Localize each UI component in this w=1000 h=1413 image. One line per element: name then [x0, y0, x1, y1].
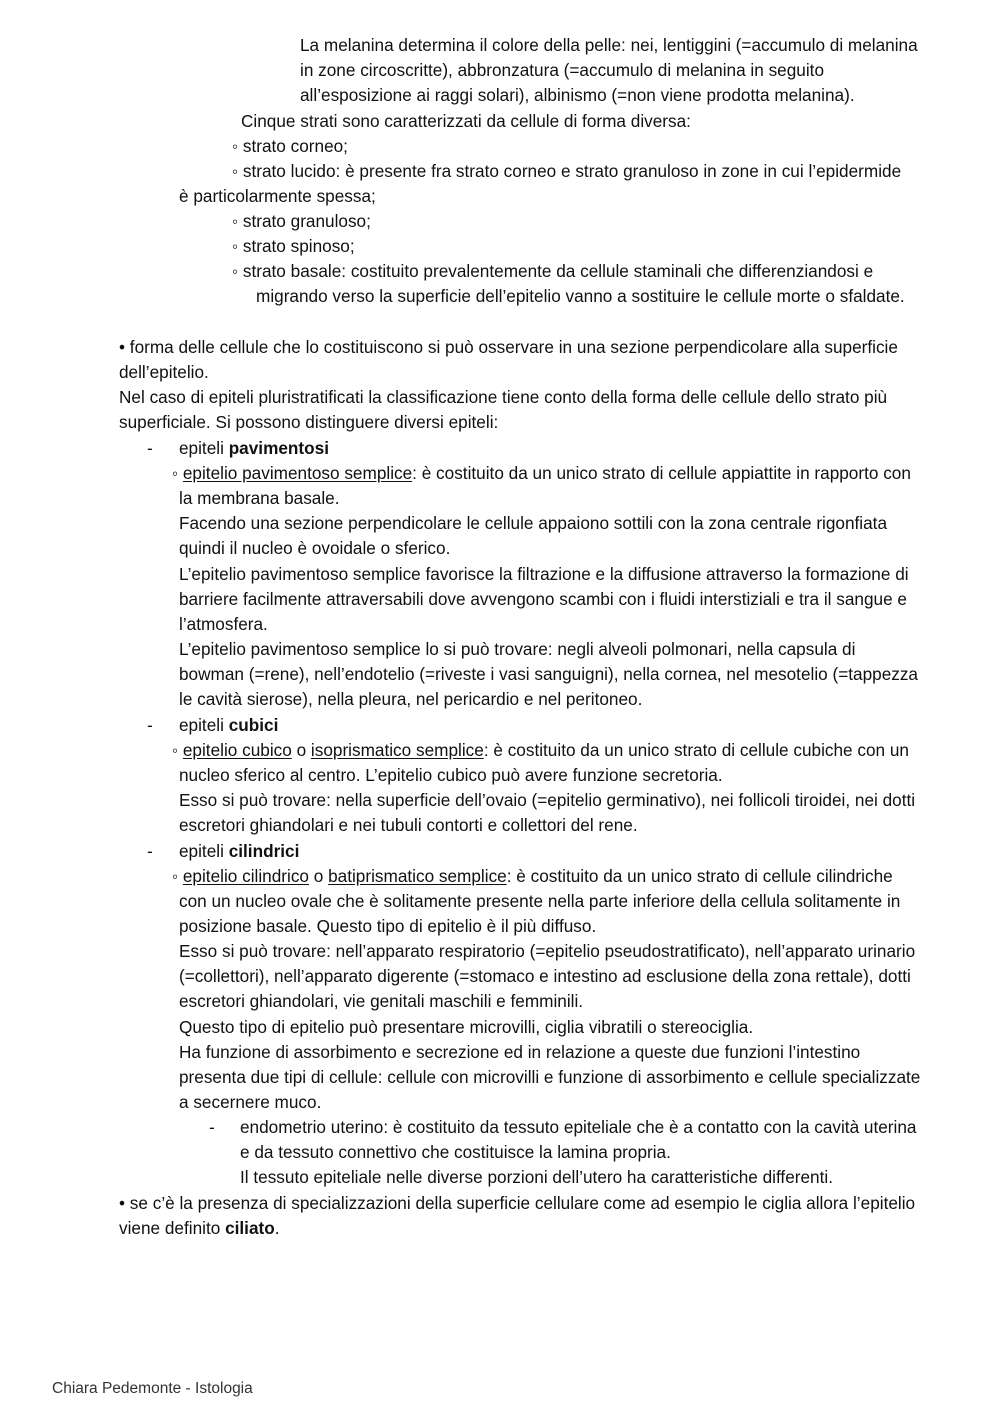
page-footer: Chiara Pedemonte - Istologia — [52, 1380, 253, 1397]
pavimentosi-line-7: l’atmosfera. — [179, 614, 268, 634]
endometrio-line-2: e da tessuto connettivo che costituisce la lamina propria. — [240, 1142, 671, 1162]
strato-basale-continuation: migrando verso la superficie dell’epitelio vanno a sostituire le cellule morte o sfaldate. — [256, 286, 905, 306]
cilindrici-line-10: a secernere muco. — [179, 1092, 322, 1112]
term-batiprismatico-semplice: batiprismatico semplice — [328, 866, 507, 886]
pavimentosi-line-8: L’epitelio pavimentoso semplice lo si può trovare: negli alveoli polmonari, nella capsula di — [179, 639, 856, 659]
pavimentosi-line-3: Facendo una sezione perpendicolare le cellule appaiono sottili con la zona centrale rigonfiata — [179, 513, 888, 533]
forma-line-1: • forma delle cellule che lo costituiscono si può osservare in una sezione perpendicolare alla superficie — [119, 337, 898, 357]
pavimentosi-line-2: la membrana basale. — [179, 488, 340, 508]
cilindrici-line-6: escretori ghiandolari, vie genitali maschili e femminili. — [179, 991, 584, 1011]
forma-line-3: Nel caso di epiteli pluristratificati la classificazione tiene conto della forma delle cellule dello strato più — [119, 387, 888, 407]
pavimentosi-line-10: le cavità sierose), nella pleura, nel pericardio e nel peritoneo. — [179, 689, 643, 709]
pavimentosi-line-4: quindi il nucleo è ovoidale o sferico. — [179, 538, 451, 558]
strati-intro: Cinque strati sono caratterizzati da cellule di forma diversa: — [241, 111, 691, 131]
cilindrici-line-4: Esso si può trovare: nell’apparato respiratorio (=epitelio pseudostratificato), nell’apparato urinario — [179, 941, 916, 961]
pavimentosi-line-9: bowman (=rene), nell’endotelio (=riveste i vasi sanguigni), nella cornea, nel mesotelio (=tappezza — [179, 664, 918, 684]
cubici-line-2: nucleo sferico al centro. L’epitelio cubico può avere funzione secretoria. — [179, 765, 723, 785]
strato-lucido-item: ◦ strato lucido: è presente fra strato corneo e strato granuloso in zone in cui l’epidermide — [232, 161, 902, 181]
melanina-line-2: in zone circoscritte), abbronzatura (=accumulo di melanina in seguito — [300, 60, 825, 80]
pavimentosi-line-5: L’epitelio pavimentoso semplice favorisce la filtrazione e la diffusione attraverso la formazione di — [179, 564, 909, 584]
cilindrici-line-1: ◦ epitelio cilindrico o batiprismatico semplice: è costituito da un unico strato di cellule cilindriche — [172, 866, 893, 886]
strato-spinoso-item: ◦ strato spinoso; — [232, 236, 355, 256]
pavimentosi-heading: epiteli pavimentosi — [179, 438, 329, 458]
pavimentosi-line-6: barriere facilmente attraversabili dove avvengono scambi con i fluidi interstiziali e tra il sangue e — [179, 589, 907, 609]
list-dash: - — [147, 438, 153, 458]
forma-line-4: superficiale. Si possono distinguere diversi epiteli: — [119, 412, 499, 432]
endometrio-line-3: Il tessuto epiteliale nelle diverse porzioni dell’utero ha caratteristiche differenti. — [240, 1167, 833, 1187]
term-epitelio-cilindrico: epitelio cilindrico — [182, 866, 309, 886]
list-dash: - — [147, 715, 153, 735]
cilindrici-line-9: presenta due tipi di cellule: cellule con microvilli e funzione di assorbimento e cellule specializzate — [179, 1067, 921, 1087]
cubici-line-1: ◦ epitelio cubico o isoprismatico semplice: è costituito da un unico strato di cellule cubiche con un — [172, 740, 909, 760]
cilindrici-line-2: con un nucleo ovale che è solitamente presente nella parte inferiore della cellula solitamente in — [179, 891, 901, 911]
pavimentosi-line-1: ◦ epitelio pavimentoso semplice: è costituito da un unico strato di cellule appiattite in rapporto con — [172, 463, 911, 483]
cubici-line-3: Esso si può trovare: nella superficie dell’ovaio (=epitelio germinativo), nei follicoli tiroidei, nei dotti — [179, 790, 916, 810]
ciliato-line-1: • se c’è la presenza di specializzazioni della superficie cellulare come ad esempio le ciglia allora l’epitelio — [119, 1193, 916, 1213]
list-dash: - — [209, 1117, 215, 1137]
strato-basale-item: ◦ strato basale: costituito prevalentemente da cellule staminali che differenziandosi e — [232, 261, 874, 281]
cubici-line-4: escretori ghiandolari e nei tubuli contorti e collettori del rene. — [179, 815, 638, 835]
term-pavimentoso-semplice: epitelio pavimentoso semplice — [182, 463, 413, 483]
cilindrici-line-7: Questo tipo di epitelio può presentare microvilli, ciglia vibratili o stereociglia. — [179, 1017, 754, 1037]
strato-granuloso-item: ◦ strato granuloso; — [232, 211, 371, 231]
melanina-line-1: La melanina determina il colore della pelle: nei, lentiggini (=accumulo di melanina — [300, 35, 918, 55]
cilindrici-line-8: Ha funzione di assorbimento e secrezione ed in relazione a queste due funzioni l’intestino — [179, 1042, 861, 1062]
strato-corneo-item: ◦ strato corneo; — [232, 136, 348, 156]
term-epitelio-cubico: epitelio cubico — [182, 740, 292, 760]
cilindrici-line-5: (=collettori), nell’apparato digerente (=stomaco e intestino ad esclusione della zona rettale), dotti — [179, 966, 911, 986]
term-isoprismatico-semplice: isoprismatico semplice — [310, 740, 484, 760]
cilindrici-heading: epiteli cilindrici — [179, 841, 300, 861]
cilindrici-line-3: posizione basale. Questo tipo di epitelio è il più diffuso. — [179, 916, 597, 936]
cubici-heading: epiteli cubici — [179, 715, 279, 735]
list-dash: - — [147, 841, 153, 861]
endometrio-line-1: endometrio uterino: è costituito da tessuto epiteliale che è a contatto con la cavità uterina — [240, 1117, 917, 1137]
melanina-line-3: all’esposizione ai raggi solari), albinismo (=non viene prodotta melanina). — [300, 85, 855, 105]
ciliato-line-2: viene definito ciliato. — [119, 1218, 280, 1238]
strato-lucido-continuation: è particolarmente spessa; — [179, 186, 376, 206]
forma-line-2: dell’epitelio. — [119, 362, 209, 382]
